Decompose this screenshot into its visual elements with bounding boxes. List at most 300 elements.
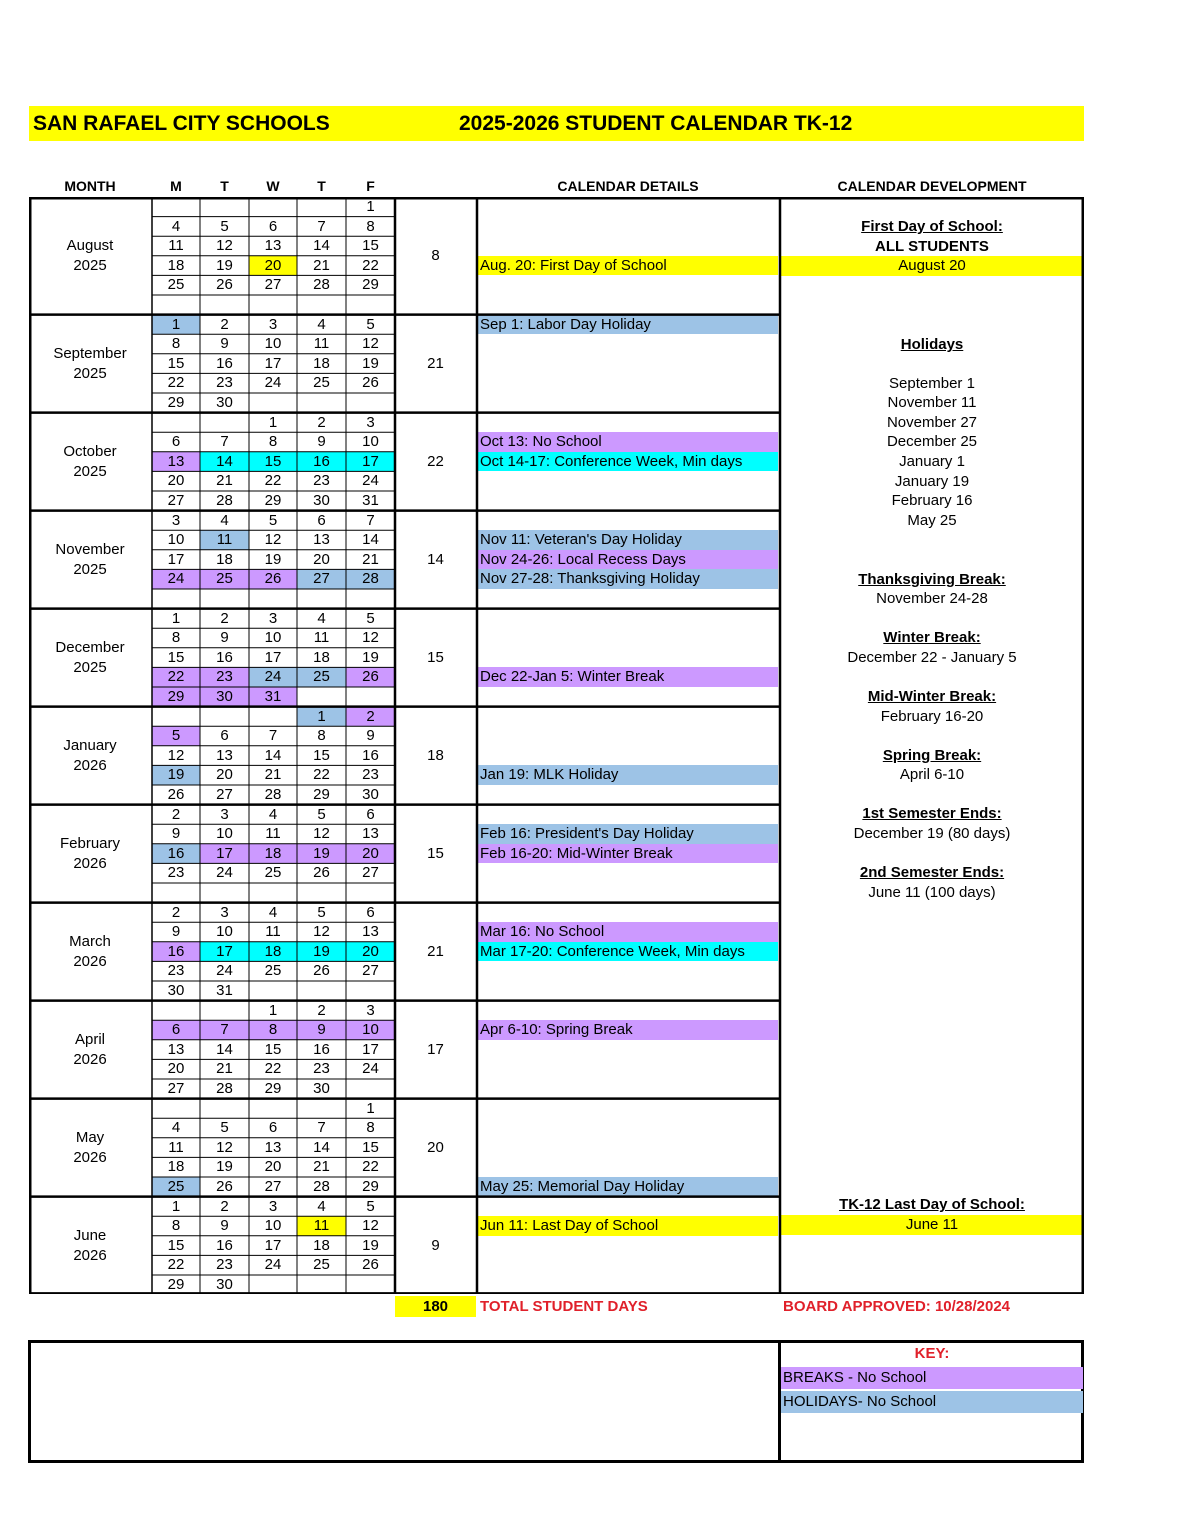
day-cell-fri: 5	[366, 609, 375, 627]
month-student-days: 18	[427, 746, 444, 764]
day-cell-wed: 24	[264, 374, 282, 392]
calendar-gridlines	[29, 197, 1084, 1294]
board-approved-note: BOARD APPROVED: 10/28/2024	[783, 1298, 1011, 1315]
day-cell-thu: 18	[313, 354, 330, 372]
day-cell-wed: 1	[268, 1001, 278, 1019]
month-name: August	[66, 237, 114, 255]
calendar-detail: Feb 16: President's Day Holiday	[478, 824, 778, 844]
day-cell-wed: 10	[264, 335, 282, 353]
day-cell-mon: 30	[167, 982, 185, 999]
day-cell-mon: 4	[171, 1119, 181, 1137]
day-cell-wed: 11	[265, 825, 281, 843]
day-cell-wed: 25	[264, 864, 282, 882]
day-cell-thu: 1	[297, 707, 346, 727]
day-cell-wed: 6	[268, 217, 278, 235]
day-cell-mon: 24	[152, 569, 200, 589]
day-cell-wed: 20	[249, 256, 297, 276]
holidays-heading: Holidays	[900, 336, 964, 353]
day-cell-thu: 26	[313, 864, 330, 882]
day-header-fri: F	[366, 178, 375, 194]
day-cell-wed: 17	[264, 1236, 282, 1254]
month-year: 2025	[73, 560, 107, 578]
day-cell-tue: 11	[200, 530, 249, 550]
day-cell-mon: 1	[171, 609, 181, 627]
development-column-header: CALENDAR DEVELOPMENT	[837, 178, 1027, 194]
day-cell-mon: 2	[171, 903, 181, 921]
day-cell-thu: 4	[317, 609, 326, 627]
day-cell-thu: 8	[317, 727, 326, 745]
day-cell-mon: 26	[167, 786, 185, 803]
day-cell-mon: 12	[167, 746, 185, 764]
day-cell-fri: 12	[362, 1217, 379, 1235]
calendar-detail: Apr 6-10: Spring Break	[478, 1020, 778, 1040]
holiday-date: September 1	[889, 375, 975, 392]
day-cell-fri: 21	[362, 550, 379, 568]
month-name: September	[53, 345, 127, 362]
day-cell-wed: 21	[264, 766, 282, 784]
day-cell-mon: 3	[171, 511, 181, 529]
details-column-header: CALENDAR DETAILS	[557, 178, 699, 194]
day-cell-fri: 26	[362, 374, 379, 392]
day-cell-mon: 1	[152, 315, 200, 335]
day-cell-thu: 30	[313, 492, 330, 509]
day-cell-thu: 2	[317, 1001, 326, 1019]
first-day-date: August 20	[781, 256, 1083, 276]
day-cell-wed: 12	[264, 531, 282, 549]
day-header-mon: M	[170, 178, 182, 194]
day-cell-wed: 4	[268, 805, 278, 823]
day-cell-thu: 25	[313, 1256, 330, 1274]
day-cell-mon: 25	[152, 1177, 200, 1197]
semester1-heading: 1st Semester Ends:	[862, 805, 1002, 822]
day-cell-tue: 17	[200, 844, 249, 864]
calendar-detail: Nov 11: Veteran's Day Holiday	[478, 530, 778, 550]
day-cell-tue: 23	[200, 667, 249, 687]
spring-break-heading: Spring Break:	[882, 747, 982, 764]
day-cell-wed: 29	[264, 492, 282, 509]
day-cell-wed: 27	[264, 276, 282, 294]
calendar-detail: Mar 17-20: Conference Week, Min days	[478, 942, 778, 962]
calendar-detail: Aug. 20: First Day of School	[478, 256, 778, 276]
day-cell-wed: 10	[264, 629, 282, 647]
day-cell-tue: 3	[220, 805, 229, 823]
month-year: 2025	[73, 658, 107, 676]
day-cell-tue: 16	[216, 1236, 233, 1254]
day-cell-mon: 9	[171, 923, 181, 941]
day-cell-fri: 1	[366, 1099, 375, 1117]
day-cell-mon: 5	[152, 726, 200, 746]
holiday-date: January 1	[899, 453, 965, 470]
day-cell-mon: 27	[167, 1080, 185, 1097]
day-cell-thu: 15	[313, 746, 330, 764]
day-cell-fri: 29	[362, 1178, 379, 1195]
month-name: February	[59, 835, 121, 852]
day-cell-tue: 19	[216, 256, 233, 274]
spring-break-dates: April 6-10	[899, 766, 965, 783]
day-cell-mon: 9	[171, 825, 181, 843]
day-cell-fri: 26	[346, 667, 395, 687]
calendar-detail: Oct 14-17: Conference Week, Min days	[478, 452, 778, 472]
day-cell-fri: 10	[362, 433, 379, 451]
day-cell-tue: 12	[216, 237, 233, 255]
day-cell-thu: 13	[313, 531, 330, 549]
day-cell-mon: 22	[167, 1256, 185, 1274]
holiday-date: May 25	[907, 512, 957, 529]
day-cell-fri: 19	[362, 648, 379, 666]
key-holidays: HOLIDAYS- No School	[781, 1391, 1083, 1413]
day-cell-thu: 21	[313, 1158, 330, 1176]
day-cell-thu: 5	[317, 805, 326, 823]
month-name: April	[74, 1031, 105, 1048]
month-name: June	[73, 1227, 107, 1244]
semester2-heading: 2nd Semester Ends:	[859, 864, 1005, 881]
day-cell-tue: 16	[216, 354, 233, 372]
day-cell-mon: 13	[167, 1040, 185, 1058]
day-cell-wed: 10	[264, 1217, 282, 1235]
day-cell-mon: 29	[152, 687, 200, 707]
day-cell-tue: 14	[200, 452, 249, 472]
day-cell-tue: 20	[216, 766, 233, 784]
month-year: 2026	[73, 1148, 107, 1166]
day-cell-mon: 22	[167, 374, 185, 392]
day-cell-fri: 8	[366, 1119, 375, 1137]
day-cell-fri: 3	[366, 1001, 375, 1019]
day-cell-tue: 18	[216, 550, 233, 568]
day-cell-fri: 7	[366, 511, 375, 529]
day-cell-fri: 14	[362, 531, 379, 549]
day-cell-fri: 24	[362, 472, 379, 490]
day-cell-mon: 25	[167, 276, 185, 294]
day-cell-tue: 19	[216, 1158, 233, 1176]
day-cell-thu: 30	[313, 1080, 330, 1097]
month-year: 2026	[73, 952, 107, 970]
day-cell-thu: 18	[313, 1236, 330, 1254]
day-header-wed: W	[266, 178, 280, 194]
holiday-date: February 16	[891, 492, 973, 509]
last-day-date: June 11	[781, 1215, 1083, 1235]
month-student-days: 14	[427, 550, 444, 568]
day-cell-fri: 6	[366, 805, 375, 823]
day-cell-tue: 24	[216, 864, 233, 882]
day-cell-wed: 14	[264, 746, 282, 764]
day-cell-fri: 15	[362, 1138, 379, 1156]
day-cell-mon: 16	[152, 942, 200, 962]
month-column-header: MONTH	[64, 178, 116, 194]
day-cell-wed: 24	[264, 1256, 282, 1274]
day-cell-thu: 27	[297, 569, 346, 589]
day-cell-thu: 20	[313, 550, 330, 568]
day-cell-thu: 25	[313, 374, 330, 392]
day-cell-thu: 16	[297, 452, 346, 472]
month-student-days: 21	[427, 354, 444, 372]
calendar-detail: Dec 22-Jan 5: Winter Break	[478, 667, 778, 687]
day-cell-tue: 21	[216, 1060, 233, 1078]
day-cell-tue: 30	[200, 687, 249, 707]
day-cell-mon: 1	[171, 1197, 181, 1215]
day-cell-tue: 30	[216, 1276, 233, 1293]
day-cell-fri: 19	[362, 354, 379, 372]
day-cell-mon: 15	[167, 1236, 185, 1254]
day-cell-mon: 8	[171, 335, 181, 353]
day-cell-fri: 5	[366, 315, 375, 333]
day-cell-fri: 24	[362, 1060, 379, 1078]
day-cell-wed: 6	[268, 1119, 278, 1137]
day-cell-wed: 25	[264, 962, 282, 980]
day-cell-thu: 22	[313, 766, 330, 784]
day-cell-mon: 15	[167, 648, 185, 666]
day-cell-fri: 17	[362, 1040, 379, 1058]
day-cell-wed: 8	[249, 1020, 297, 1040]
day-cell-thu: 28	[313, 1178, 330, 1195]
day-cell-wed: 13	[264, 237, 282, 255]
day-cell-fri: 22	[362, 256, 379, 274]
day-cell-wed: 24	[249, 667, 297, 687]
day-cell-fri: 31	[362, 492, 379, 509]
winter-break-heading: Winter Break:	[883, 629, 981, 646]
day-cell-mon: 18	[167, 1158, 185, 1176]
month-student-days: 9	[431, 1236, 440, 1254]
day-cell-tue: 23	[216, 374, 233, 392]
month-name: October	[63, 443, 117, 460]
day-cell-fri: 15	[362, 237, 379, 255]
day-cell-fri: 30	[362, 786, 379, 803]
first-day-audience: ALL STUDENTS	[875, 238, 989, 255]
day-cell-fri: 13	[362, 825, 379, 843]
month-name: March	[69, 933, 111, 950]
day-cell-mon: 23	[167, 962, 185, 980]
day-cell-tue: 3	[220, 903, 229, 921]
day-cell-mon: 6	[171, 433, 181, 451]
day-cell-mon: 11	[168, 1138, 184, 1156]
holiday-date: November 11	[887, 394, 977, 411]
day-cell-wed: 27	[264, 1178, 282, 1195]
day-cell-fri: 5	[366, 1197, 375, 1215]
day-cell-tue: 26	[216, 276, 233, 294]
midwinter-break-dates: February 16-20	[880, 708, 984, 725]
day-cell-tue: 9	[220, 629, 229, 647]
day-cell-tue: 2	[220, 1197, 229, 1215]
day-cell-wed: 31	[249, 687, 297, 707]
key-title: KEY:	[914, 1345, 950, 1362]
day-cell-tue: 7	[200, 1020, 249, 1040]
day-cell-tue: 28	[216, 1080, 233, 1097]
day-cell-fri: 3	[366, 413, 375, 431]
day-cell-tue: 9	[220, 335, 229, 353]
day-cell-mon: 11	[168, 237, 184, 255]
day-cell-tue: 26	[216, 1178, 233, 1195]
day-cell-mon: 13	[152, 452, 200, 472]
first-day-heading: First Day of School:	[861, 218, 1003, 235]
day-cell-thu: 9	[297, 1020, 346, 1040]
day-cell-mon: 19	[152, 765, 200, 785]
day-cell-wed: 1	[268, 413, 278, 431]
midwinter-break-heading: Mid-Winter Break:	[867, 688, 997, 705]
day-cell-tue: 28	[216, 492, 233, 509]
day-cell-mon: 8	[171, 629, 181, 647]
day-cell-thu: 25	[297, 667, 346, 687]
holiday-date: November 27	[886, 414, 978, 431]
month-year: 2025	[73, 256, 107, 274]
day-cell-fri: 2	[346, 707, 395, 727]
day-cell-fri: 29	[362, 276, 379, 294]
day-cell-wed: 3	[268, 609, 278, 627]
month-year: 2026	[73, 1050, 107, 1068]
day-cell-wed: 13	[264, 1138, 282, 1156]
total-student-days-label: TOTAL STUDENT DAYS	[480, 1298, 648, 1315]
day-cell-thu: 7	[317, 1119, 326, 1137]
day-cell-tue: 13	[216, 746, 233, 764]
day-cell-wed: 28	[264, 786, 282, 803]
day-cell-fri: 27	[362, 864, 379, 882]
day-cell-thu: 14	[313, 237, 330, 255]
day-cell-tue: 14	[216, 1040, 233, 1058]
day-cell-wed: 26	[249, 569, 297, 589]
day-cell-tue: 2	[220, 609, 229, 627]
day-cell-wed: 11	[265, 923, 281, 941]
month-year: 2026	[73, 854, 107, 872]
thanksgiving-heading: Thanksgiving Break:	[858, 571, 1006, 588]
day-cell-thu: 14	[313, 1138, 330, 1156]
day-cell-fri: 12	[362, 629, 379, 647]
calendar-detail: Nov 27-28: Thanksgiving Holiday	[478, 569, 778, 589]
day-cell-mon: 27	[167, 492, 185, 509]
day-cell-tue: 5	[220, 1119, 229, 1137]
day-cell-fri: 12	[362, 335, 379, 353]
day-cell-thu: 19	[297, 942, 346, 962]
day-cell-thu: 19	[297, 844, 346, 864]
day-cell-fri: 10	[346, 1020, 395, 1040]
day-cell-fri: 23	[362, 766, 379, 784]
day-cell-thu: 23	[313, 1060, 330, 1078]
day-cell-mon: 17	[167, 550, 185, 568]
day-cell-fri: 16	[362, 746, 379, 764]
day-cell-thu: 12	[313, 825, 330, 843]
day-cell-mon: 10	[167, 531, 185, 549]
calendar-detail: Nov 24-26: Local Recess Days	[478, 550, 778, 570]
day-cell-wed: 29	[264, 1080, 282, 1097]
day-cell-tue: 24	[216, 962, 233, 980]
month-year: 2025	[73, 364, 107, 382]
day-cell-fri: 1	[366, 198, 375, 215]
month-name: November	[55, 541, 125, 558]
day-cell-mon: 18	[167, 256, 185, 274]
day-cell-mon: 6	[152, 1020, 200, 1040]
day-cell-mon: 29	[167, 1276, 185, 1293]
month-name: May	[75, 1129, 105, 1146]
calendar-detail: May 25: Memorial Day Holiday	[478, 1177, 778, 1197]
day-cell-thu: 5	[317, 903, 326, 921]
winter-break-dates: December 22 - January 5	[847, 649, 1017, 666]
day-cell-tue: 21	[216, 472, 233, 490]
day-cell-wed: 15	[249, 452, 297, 472]
day-cell-thu: 2	[317, 413, 326, 431]
day-cell-mon: 2	[171, 805, 181, 823]
day-cell-mon: 23	[167, 864, 185, 882]
day-cell-thu: 6	[317, 511, 326, 529]
day-cell-fri: 9	[366, 727, 375, 745]
day-cell-tue: 2	[220, 315, 229, 333]
day-cell-thu: 21	[313, 256, 330, 274]
day-cell-thu: 7	[317, 217, 326, 235]
day-cell-fri: 26	[362, 1256, 379, 1274]
last-day-heading: TK-12 Last Day of School:	[839, 1196, 1025, 1213]
day-cell-wed: 3	[268, 315, 278, 333]
month-year: 2025	[73, 462, 107, 480]
day-cell-tue: 16	[216, 648, 233, 666]
day-cell-tue: 10	[216, 923, 233, 941]
day-cell-mon: 4	[171, 217, 181, 235]
day-cell-fri: 8	[366, 217, 375, 235]
day-cell-tue: 7	[220, 433, 229, 451]
calendar-detail: Sep 1: Labor Day Holiday	[478, 315, 778, 335]
day-cell-tue: 10	[216, 825, 233, 843]
day-cell-thu: 16	[313, 1040, 330, 1058]
day-cell-wed: 19	[264, 550, 282, 568]
day-cell-wed: 3	[268, 1197, 278, 1215]
day-cell-fri: 22	[362, 1158, 379, 1176]
day-cell-mon: 29	[167, 394, 185, 411]
day-header-thu: T	[317, 178, 326, 194]
day-cell-thu: 11	[313, 629, 330, 647]
calendar-detail: Mar 16: No School	[478, 922, 778, 942]
day-cell-mon: 22	[152, 667, 200, 687]
day-cell-thu: 12	[313, 923, 330, 941]
calendar-detail: Oct 13: No School	[478, 432, 778, 452]
day-cell-tue: 30	[216, 394, 233, 411]
calendar-detail: Feb 16-20: Mid-Winter Break	[478, 844, 778, 864]
day-cell-tue: 23	[216, 1256, 233, 1274]
day-cell-wed: 7	[268, 727, 278, 745]
day-cell-fri: 28	[346, 569, 395, 589]
thanksgiving-dates: November 24-28	[876, 590, 988, 607]
month-student-days: 20	[427, 1138, 444, 1156]
month-year: 2026	[73, 1246, 107, 1264]
day-cell-thu: 26	[313, 962, 330, 980]
day-cell-thu: 4	[317, 1197, 326, 1215]
month-student-days: 15	[427, 844, 444, 862]
month-student-days: 17	[427, 1040, 444, 1058]
month-student-days: 21	[427, 942, 444, 960]
day-cell-mon: 20	[167, 472, 185, 490]
day-cell-fri: 20	[346, 844, 395, 864]
semester2-date: June 11 (100 days)	[868, 884, 996, 901]
day-header-tue: T	[220, 178, 229, 194]
day-cell-fri: 17	[346, 452, 395, 472]
calendar-table	[29, 197, 1084, 1294]
month-student-days: 8	[431, 246, 440, 264]
day-cell-wed: 17	[264, 648, 282, 666]
day-cell-tue: 6	[220, 727, 229, 745]
day-cell-fri: 19	[362, 1236, 379, 1254]
day-cell-thu: 9	[317, 433, 326, 451]
day-cell-thu: 11	[297, 1216, 346, 1236]
day-cell-tue: 27	[216, 786, 233, 803]
day-cell-wed: 17	[264, 354, 282, 372]
day-cell-wed: 18	[249, 844, 297, 864]
day-cell-thu: 18	[313, 648, 330, 666]
total-student-days: 180	[395, 1296, 476, 1317]
holiday-date: January 19	[894, 473, 970, 490]
day-cell-wed: 8	[268, 433, 278, 451]
day-cell-mon: 15	[167, 354, 185, 372]
day-cell-wed: 18	[249, 942, 297, 962]
day-cell-fri: 27	[362, 962, 379, 980]
day-cell-tue: 12	[216, 1138, 233, 1156]
day-cell-wed: 22	[264, 472, 282, 490]
day-cell-fri: 20	[346, 942, 395, 962]
day-cell-wed: 22	[264, 1060, 282, 1078]
day-cell-tue: 17	[200, 942, 249, 962]
